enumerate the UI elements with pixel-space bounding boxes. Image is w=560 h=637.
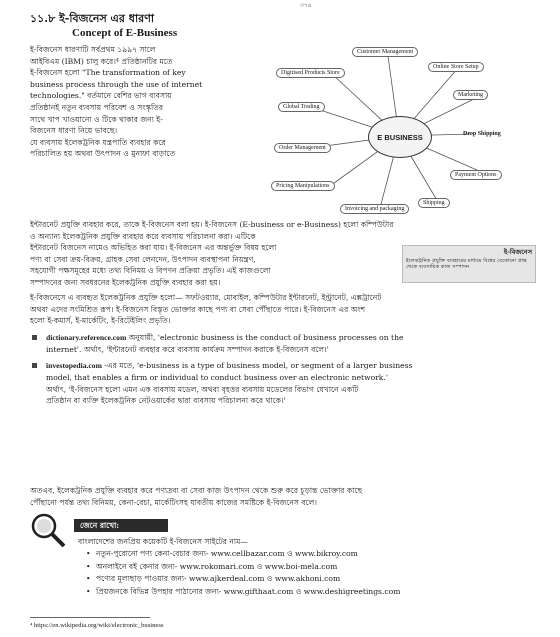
paragraph-line: অতএব, ইলেকট্রনিক প্রযুক্তি ব্যবহার করে পণ্যদ্রব্য বা সেবা কাজ উৎপাদন থেকে শুরু করে চূড়ান্ত ভোক্তার কাছে <box>30 486 363 495</box>
diagram-node: Global Trading <box>278 102 325 112</box>
section-title: ১১.৮ ই-বিজনেস এর ধারণা <box>30 12 155 25</box>
notes-heading: জেনে রাখো: <box>74 519 168 532</box>
site-list <box>86 548 400 598</box>
bullet-line: অর্থাৎ, 'ই-বিজনেস হলো এমন এক ব্যবসায় মডেল, অথবা বৃহত্তর ব্যবসায় মডেলের বিভাগ যেখানে একটি <box>46 384 359 394</box>
source-name: investopedia.com <box>46 361 102 370</box>
diagram-node: Order Management <box>274 143 331 153</box>
diagram-node: Pricing Manipulations <box>271 181 335 191</box>
ebusiness-diagram <box>270 42 540 217</box>
paragraph-line: সহযোগী পক্ষসমূহের মধ্যে তথ্য বিনিময় ও বিপণন প্রক্রিয়া প্রভৃতি। এই কাজগুলো <box>30 266 271 276</box>
paragraph-line: পৌঁছানো পর্যন্ত তথ্য বিনিময়, কেনা-বেচা, মার্কেটিংসহ যাবতীয় কাজের সমষ্টিকে ই-বিজনেস বলে। <box>30 497 317 507</box>
intro-line: সাথে খাপ খাওয়ানো ও টিকে থাকার জন্য ই- <box>30 114 163 124</box>
bullet-line: অনুযায়ী, 'electronic business is the conduct of business processes on the <box>128 333 404 342</box>
diagram-node: Payment Options <box>450 170 502 180</box>
intro-line: যে ব্যবসায় ইলেকট্রনিক যন্ত্রপাতি ব্যবহার করে <box>30 137 166 147</box>
list-item: • পণ্যের মূল্যছাড় পাওয়ার জন্য- www.ajkerdeal.com ও www.akhoni.com <box>86 573 400 586</box>
margin-note-box <box>402 245 536 283</box>
intro-line: পরিচালিত হয় অথবা উৎপাদন ও মুনাফা বাড়াতে <box>30 149 176 159</box>
intro-line: business process through the use of internet <box>30 79 203 89</box>
definition-bullet <box>30 332 540 356</box>
intro-line: প্রতিষ্ঠানই নতুন ব্যবসায় পরিবেশ ও সংস্কৃতির <box>30 102 164 112</box>
bullet-line: -এর মতে, 'e-business is a type of business model, or segment of a larger business <box>104 361 413 370</box>
intro-line: technologies." বর্তমানে বেশির ভাগ ব্যবসায় <box>30 91 172 101</box>
list-item: • নতুন-পুরোনো পণ্য কেনা-বেচার জন্য- www.cellbazar.com ও www.bikroy.com <box>86 548 400 561</box>
paragraph-line: ইন্টারনেট প্রযুক্তি ব্যবহার করে, তাকে ই-বিজনেস বলা হয়। ই-বিজনেস (E-business or e-Business) হলো কম্পিউটার <box>30 220 394 229</box>
margin-note-title: ই-বিজনেস <box>503 248 532 256</box>
notes-lead: বাংলাদেশের জনপ্রিয় কয়েকটি ই-বিজনেস সাইটের নাম— <box>78 537 248 546</box>
intro-line: আইবিএম (IBM) চালু করে।⁴ প্রতিষ্ঠানটির মতে <box>30 56 173 66</box>
paragraph-line: ও অন্যান্য ইলেকট্রনিক প্রযুক্তি ব্যবহার করে ব্যবসায় পরিচালনা করা। এটিকে <box>30 231 256 241</box>
square-bullet-icon <box>32 363 37 368</box>
list-item: • প্রিয়জনকে বিভিন্ন উপহার পাঠানোর জন্য- www.gifthaat.com ও www.deshigreetings.com <box>86 586 400 599</box>
diagram-center: E BUSINESS <box>368 116 432 158</box>
diagram-node: Drop Shipping <box>463 131 501 137</box>
diagram-node: Online Store Setup <box>428 62 484 72</box>
paragraph-line: ইন্টারনেট বিজনেস নামেও অভিহিত করা যায়। ই-বিজনেস এর অন্তর্ভুক্ত বিষয় হলো <box>30 243 277 253</box>
page-top-mark: ৩৭৪ <box>300 2 312 9</box>
magnifier-notes-icon <box>28 512 68 548</box>
source-name: dictionary.reference.com <box>46 333 127 342</box>
footnote-rule <box>30 617 150 618</box>
margin-note-body: ইলেকট্রনিক প্রযুক্তি ব্যবহারের মাধ্যমে বিশ্বের যেকোনো প্রান্ত থেকে ব্যবসায়িক কাজ সম্পাদন <box>406 258 527 271</box>
paragraph-line: সম্পাদনের জন্য সবধরনের ইলেকট্রনিক প্রযুক্তি ব্যবহার করা হয়। <box>30 277 221 287</box>
paragraph-line: হলো ই-কমার্স, ই-মার্কেটিং, ই-রিটেইলিং প্রভৃতি। <box>30 316 171 326</box>
intro-line: বিজনেস ধারণা নিয়ে ভাবছে। <box>30 126 118 136</box>
diagram-node: Marketing <box>453 90 488 100</box>
paragraph-line: অথবা এদের সংমিশ্রিত রূপ। ই-বিজনেস বিস্তৃত ভোক্তার কাছে পণ্য বা সেবা পৌঁছাতে পারে। ই-বিজনেস এর অংশ <box>30 304 366 314</box>
technology-paragraph <box>30 292 540 327</box>
bullet-line: প্রতিষ্ঠান বা ব্যক্তি ইলেকট্রনিক নেটওয়ার্কের দ্বারা ব্যবসায় পরিচালনা করে থাকে।' <box>46 396 286 406</box>
conclusion-paragraph <box>30 485 540 508</box>
diagram-node: Digitised Products Store <box>276 68 345 78</box>
section-subtitle: Concept of E-Business <box>72 27 178 39</box>
diagram-node: Shipping <box>418 198 450 208</box>
definition-bullet <box>30 360 540 407</box>
list-item: • অনলাইনে বই কেনার জন্য- www.rokomari.com ও www.boi-mela.com <box>86 561 400 574</box>
diagram-node: Customer Management <box>352 47 418 57</box>
paragraph-line: পণ্য বা সেবা ক্রয়-বিক্রয়, গ্রাহক সেবা লেনদেন, উৎপাদন ব্যবস্থাপনা নিয়ন্ত্রণ, <box>30 254 256 264</box>
square-bullet-icon <box>32 335 37 340</box>
bullet-line: model, that enables a firm or individual to conduct business over an electronic network.' <box>46 372 388 382</box>
intro-line: ই-বিজনেস হলো "The transformation of key <box>30 68 186 78</box>
paragraph-line: ই-বিজনেসে এ ব্যবহৃত ইলেকট্রনিক প্রযুক্তি হলো— সফটওয়্যার, মোবাইল, কম্পিউটার ইন্টারনেট, ইন্ট্রানেট, এক্সট্রানেট <box>30 293 382 302</box>
bullet-line: internet'. অর্থাৎ, 'ইন্টারনেট ব্যবহার করে ব্যবসায় কার্যক্রম সম্পাদন করাকে ই-বিজনেস বলে।' <box>46 344 329 354</box>
diagram-node: Invoicing and packaging <box>340 204 409 214</box>
intro-paragraph <box>30 44 262 160</box>
footnote: ⁴ https://en.wikipedia.org/wiki/electronic_business <box>30 622 164 629</box>
intro-line: ই-বিজনেস ধারণাটি সর্বপ্রথম ১৯৯৭ সালে <box>30 45 156 54</box>
